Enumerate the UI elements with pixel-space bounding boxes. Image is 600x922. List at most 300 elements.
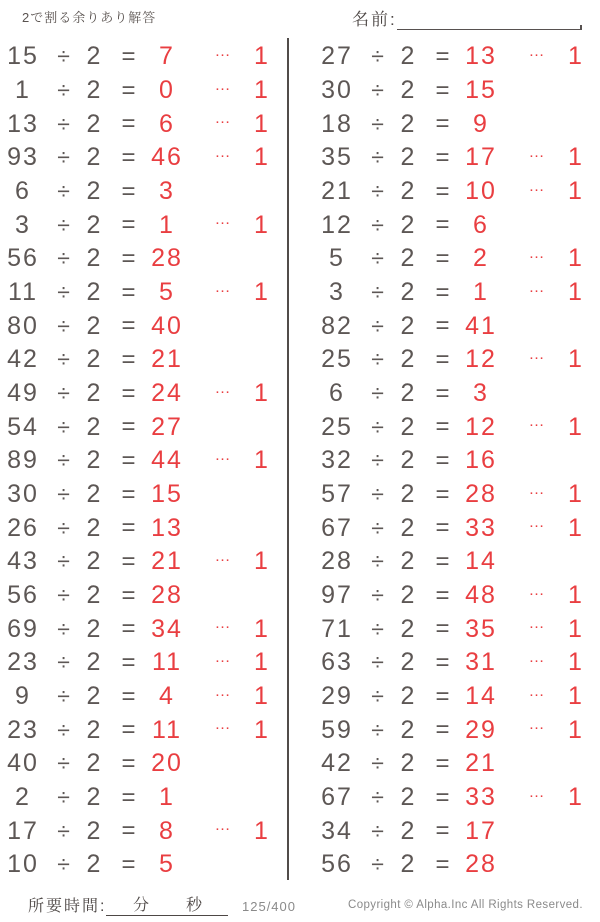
remainder: 1	[568, 177, 584, 206]
remainder: 1	[568, 648, 584, 677]
quotient: 1	[473, 278, 489, 307]
divisor: 2	[400, 210, 417, 239]
dividend: 26	[7, 513, 39, 542]
equals-sign: =	[435, 379, 450, 407]
divide-sign: ÷	[57, 144, 70, 171]
divide-sign: ÷	[371, 43, 384, 70]
equals-sign: =	[435, 615, 450, 643]
equals-sign: =	[435, 850, 450, 878]
equals-sign: =	[435, 783, 450, 811]
quotient: 46	[151, 143, 183, 172]
dividend: 25	[321, 412, 353, 441]
divide-sign: ÷	[57, 582, 70, 609]
quotient: 20	[151, 749, 183, 778]
problem-row	[0, 612, 273, 646]
remainder-dots: …	[528, 615, 546, 633]
problem-row	[0, 208, 273, 242]
equals-sign: =	[435, 547, 450, 575]
divide-sign: ÷	[371, 716, 384, 743]
divide-sign: ÷	[57, 851, 70, 878]
divide-sign: ÷	[57, 413, 70, 440]
worksheet-title: 2で割る余りあり解答	[22, 10, 157, 25]
divisor: 2	[400, 143, 417, 172]
problem-row	[0, 646, 273, 680]
dividend: 25	[321, 345, 353, 374]
quotient: 9	[473, 109, 489, 138]
divisor: 2	[86, 850, 103, 879]
remainder-dots: …	[528, 345, 546, 363]
divide-sign: ÷	[57, 447, 70, 474]
equals-sign: =	[435, 345, 450, 373]
divisor: 2	[400, 513, 417, 542]
dividend: 30	[7, 480, 39, 509]
remainder: 1	[568, 278, 584, 307]
divide-sign: ÷	[371, 817, 384, 844]
remainder: 1	[254, 614, 270, 643]
problem-row	[0, 175, 273, 209]
equals-sign: =	[435, 211, 450, 239]
remainder-dots: …	[214, 211, 232, 229]
equals-sign: =	[121, 345, 136, 373]
dividend: 15	[7, 42, 39, 71]
remainder-dots: …	[528, 480, 546, 498]
copyright: Copyright © Alpha.Inc All Rights Reserved.	[348, 899, 583, 911]
divisor: 2	[86, 749, 103, 778]
divide-sign: ÷	[371, 649, 384, 676]
divide-sign: ÷	[57, 110, 70, 137]
dividend: 3	[329, 278, 345, 307]
dividend: 71	[321, 614, 353, 643]
quotient: 8	[159, 816, 175, 845]
divisor: 2	[86, 278, 103, 307]
dividend: 18	[321, 109, 353, 138]
remainder-dots: …	[528, 648, 546, 666]
divide-sign: ÷	[57, 716, 70, 743]
remainder-dots: …	[214, 547, 232, 565]
divide-sign: ÷	[371, 514, 384, 541]
problem-row	[314, 242, 587, 276]
divisor: 2	[86, 311, 103, 340]
remainder-dots: …	[528, 682, 546, 700]
divisor: 2	[400, 682, 417, 711]
remainder: 1	[568, 783, 584, 812]
remainder: 1	[568, 513, 584, 542]
equals-sign: =	[435, 648, 450, 676]
dividend: 9	[15, 682, 31, 711]
divide-sign: ÷	[57, 380, 70, 407]
equals-sign: =	[435, 143, 450, 171]
equals-sign: =	[435, 514, 450, 542]
equals-sign: =	[121, 143, 136, 171]
quotient: 13	[151, 513, 183, 542]
divisor: 2	[86, 446, 103, 475]
quotient: 44	[151, 446, 183, 475]
divide-sign: ÷	[371, 211, 384, 238]
remainder: 1	[254, 547, 270, 576]
problem-row	[314, 410, 587, 444]
problem-row	[314, 680, 587, 714]
divide-sign: ÷	[57, 481, 70, 508]
equals-sign: =	[121, 42, 136, 70]
divisor: 2	[400, 816, 417, 845]
divide-sign: ÷	[57, 784, 70, 811]
divisor: 2	[86, 783, 103, 812]
divide-sign: ÷	[371, 413, 384, 440]
underline-end-dot	[580, 25, 582, 30]
dividend: 23	[7, 648, 39, 677]
dividend: 6	[15, 177, 31, 206]
divisor: 2	[400, 581, 417, 610]
divisor: 2	[86, 513, 103, 542]
quotient: 29	[465, 715, 497, 744]
time-field	[28, 893, 228, 916]
equals-sign: =	[121, 480, 136, 508]
divide-sign: ÷	[57, 312, 70, 339]
divide-sign: ÷	[371, 615, 384, 642]
divisor: 2	[86, 715, 103, 744]
quotient: 28	[151, 244, 183, 273]
equals-sign: =	[435, 817, 450, 845]
minutes-label: 分	[132, 897, 149, 914]
divisor: 2	[400, 547, 417, 576]
equals-sign: =	[121, 682, 136, 710]
remainder: 1	[568, 581, 584, 610]
dividend: 21	[321, 177, 353, 206]
quotient: 15	[465, 76, 497, 104]
divisor: 2	[400, 379, 417, 408]
quotient: 41	[465, 311, 497, 340]
dividend: 40	[7, 749, 39, 778]
divisor: 2	[400, 311, 417, 340]
problem-row	[0, 309, 273, 343]
divide-sign: ÷	[371, 144, 384, 171]
remainder: 1	[254, 816, 270, 845]
quotient: 27	[151, 412, 183, 441]
quotient: 16	[465, 446, 497, 475]
problem-row	[0, 242, 273, 276]
quotient: 13	[465, 42, 497, 71]
divide-sign: ÷	[57, 77, 70, 103]
remainder: 1	[254, 715, 270, 744]
equals-sign: =	[435, 682, 450, 710]
dividend: 97	[321, 581, 353, 610]
remainder: 1	[568, 345, 584, 374]
dividend: 34	[321, 816, 353, 845]
dividend: 63	[321, 648, 353, 677]
remainder-dots: …	[528, 278, 546, 296]
remainder-dots: …	[214, 648, 232, 666]
equals-sign: =	[121, 783, 136, 811]
equals-sign: =	[121, 716, 136, 744]
divisor: 2	[400, 42, 417, 71]
equals-sign: =	[121, 211, 136, 239]
divisor: 2	[86, 581, 103, 610]
equals-sign: =	[435, 177, 450, 205]
problem-row	[314, 747, 587, 781]
problem-row	[314, 511, 587, 545]
divide-sign: ÷	[371, 447, 384, 474]
divisor: 2	[86, 547, 103, 576]
equals-sign: =	[435, 480, 450, 508]
remainder: 1	[254, 109, 270, 138]
dividend: 32	[321, 446, 353, 475]
divisor: 2	[86, 682, 103, 711]
dividend: 1	[15, 76, 31, 104]
dividend: 56	[321, 850, 353, 879]
divisor: 2	[400, 783, 417, 812]
problem-row	[0, 814, 273, 848]
seconds-label: 秒	[185, 897, 202, 914]
remainder-dots: …	[528, 514, 546, 532]
equals-sign: =	[435, 413, 450, 441]
column-divider	[287, 38, 289, 880]
problem-row	[314, 713, 587, 747]
divisor: 2	[86, 412, 103, 441]
quotient: 33	[465, 783, 497, 812]
divisor: 2	[400, 244, 417, 273]
divide-sign: ÷	[371, 380, 384, 407]
quotient: 2	[473, 244, 489, 273]
quotient: 48	[465, 581, 497, 610]
dividend: 27	[321, 42, 353, 71]
divide-sign: ÷	[371, 312, 384, 339]
divisor: 2	[86, 648, 103, 677]
remainder: 1	[254, 379, 270, 408]
quotient: 3	[473, 379, 489, 408]
problem-row	[314, 276, 587, 310]
divide-sign: ÷	[371, 582, 384, 609]
divide-sign: ÷	[57, 817, 70, 844]
dividend: 43	[7, 547, 39, 576]
divisor: 2	[86, 614, 103, 643]
remainder: 1	[254, 210, 270, 239]
name-label: 名前:	[352, 10, 397, 29]
remainder: 1	[568, 715, 584, 744]
equals-sign: =	[435, 244, 450, 272]
remainder: 1	[568, 480, 584, 509]
dividend: 82	[321, 311, 353, 340]
equals-sign: =	[121, 379, 136, 407]
divide-sign: ÷	[371, 77, 384, 103]
remainder-dots: …	[528, 581, 546, 599]
equals-sign: =	[435, 110, 450, 138]
dividend: 80	[7, 311, 39, 340]
problem-row	[0, 848, 273, 882]
equals-sign: =	[121, 615, 136, 643]
divide-sign: ÷	[57, 683, 70, 710]
dividend: 13	[7, 109, 39, 138]
remainder: 1	[254, 42, 270, 71]
equals-sign: =	[121, 514, 136, 542]
remainder-dots: …	[214, 716, 232, 734]
problem-row	[0, 444, 273, 478]
divide-sign: ÷	[371, 245, 384, 272]
quotient: 7	[159, 42, 175, 71]
equals-sign: =	[121, 110, 136, 138]
divide-sign: ÷	[57, 211, 70, 238]
quotient: 17	[465, 816, 497, 845]
equals-sign: =	[435, 278, 450, 306]
divisor: 2	[86, 345, 103, 374]
dividend: 29	[321, 682, 353, 711]
dividend: 42	[7, 345, 39, 374]
remainder-dots: …	[214, 379, 232, 397]
dividend: 67	[321, 783, 353, 812]
equals-sign: =	[435, 749, 450, 777]
problem-row	[314, 343, 587, 377]
divisor: 2	[400, 446, 417, 475]
problem-row	[314, 40, 587, 74]
problem-row	[314, 814, 587, 848]
problem-row	[314, 848, 587, 882]
divide-sign: ÷	[371, 784, 384, 811]
problem-row	[0, 680, 273, 714]
divisor: 2	[86, 244, 103, 273]
problem-row	[314, 444, 587, 478]
quotient: 11	[152, 715, 182, 744]
problem-row	[0, 511, 273, 545]
name-field	[352, 5, 581, 30]
divisor: 2	[400, 749, 417, 778]
problems-column-left	[0, 40, 273, 882]
dividend: 11	[8, 278, 38, 307]
dividend: 12	[321, 210, 353, 239]
page-number: 125/400	[242, 899, 296, 914]
remainder: 1	[568, 42, 584, 71]
quotient: 35	[465, 614, 497, 643]
divisor: 2	[86, 109, 103, 138]
remainder: 1	[254, 76, 270, 104]
divide-sign: ÷	[371, 279, 384, 306]
quotient: 12	[465, 412, 497, 441]
problem-row	[0, 107, 273, 141]
remainder-dots: …	[214, 446, 232, 464]
divisor: 2	[400, 345, 417, 374]
dividend: 67	[321, 513, 353, 542]
divisor: 2	[400, 850, 417, 879]
problem-row	[314, 309, 587, 343]
dividend: 56	[7, 244, 39, 273]
divide-sign: ÷	[371, 110, 384, 137]
divisor: 2	[400, 648, 417, 677]
equals-sign: =	[435, 581, 450, 609]
problem-row	[314, 175, 587, 209]
problem-row	[314, 612, 587, 646]
dividend: 69	[7, 614, 39, 643]
divisor: 2	[86, 816, 103, 845]
equals-sign: =	[121, 244, 136, 272]
remainder-dots: …	[214, 42, 232, 60]
quotient: 14	[465, 682, 497, 711]
equals-sign: =	[435, 312, 450, 340]
problem-row	[314, 141, 587, 175]
quotient: 1	[159, 783, 175, 812]
divisor: 2	[86, 76, 103, 104]
equals-sign: =	[121, 446, 136, 474]
equals-sign: =	[121, 312, 136, 340]
equals-sign: =	[435, 446, 450, 474]
problem-row	[0, 410, 273, 444]
divisor: 2	[400, 278, 417, 307]
quotient: 6	[159, 109, 175, 138]
remainder: 1	[568, 143, 584, 172]
dividend: 5	[329, 244, 345, 273]
quotient: 33	[465, 513, 497, 542]
remainder: 1	[568, 614, 584, 643]
remainder-dots: …	[528, 783, 546, 801]
divisor: 2	[86, 177, 103, 206]
divide-sign: ÷	[57, 279, 70, 306]
equals-sign: =	[435, 76, 450, 104]
divisor: 2	[400, 109, 417, 138]
divisor: 2	[86, 480, 103, 509]
problem-row	[0, 478, 273, 512]
quotient: 1	[159, 210, 175, 239]
dividend: 30	[321, 76, 353, 104]
problem-row	[0, 713, 273, 747]
divide-sign: ÷	[57, 514, 70, 541]
dividend: 23	[7, 715, 39, 744]
problem-row	[314, 579, 587, 613]
equals-sign: =	[435, 716, 450, 744]
quotient: 6	[473, 210, 489, 239]
divisor: 2	[86, 143, 103, 172]
quotient: 5	[159, 850, 175, 879]
quotient: 28	[465, 480, 497, 509]
problem-row	[0, 276, 273, 310]
remainder: 1	[568, 412, 584, 441]
dividend: 89	[7, 446, 39, 475]
equals-sign: =	[121, 278, 136, 306]
divide-sign: ÷	[371, 346, 384, 373]
equals-sign: =	[121, 850, 136, 878]
problem-row	[314, 377, 587, 411]
dividend: 54	[7, 412, 39, 441]
problem-row	[0, 781, 273, 815]
quotient: 40	[151, 311, 183, 340]
divisor: 2	[86, 210, 103, 239]
divide-sign: ÷	[57, 750, 70, 777]
problem-row	[314, 107, 587, 141]
divide-sign: ÷	[57, 178, 70, 205]
remainder: 1	[254, 682, 270, 711]
equals-sign: =	[121, 817, 136, 845]
remainder: 1	[254, 648, 270, 677]
quotient: 0	[159, 76, 175, 104]
remainder-dots: …	[214, 110, 232, 128]
divide-sign: ÷	[371, 481, 384, 508]
divide-sign: ÷	[57, 43, 70, 70]
remainder: 1	[254, 143, 270, 172]
dividend: 56	[7, 581, 39, 610]
quotient: 34	[151, 614, 183, 643]
divide-sign: ÷	[57, 346, 70, 373]
divisor: 2	[400, 480, 417, 509]
problem-row	[0, 74, 273, 108]
equals-sign: =	[121, 547, 136, 575]
divide-sign: ÷	[371, 548, 384, 575]
dividend: 59	[321, 715, 353, 744]
divisor: 2	[86, 42, 103, 71]
quotient: 21	[151, 345, 183, 374]
equals-sign: =	[121, 648, 136, 676]
remainder-dots: …	[528, 177, 546, 195]
equals-sign: =	[121, 749, 136, 777]
remainder: 1	[568, 682, 584, 711]
time-underline	[106, 895, 228, 916]
problem-row	[314, 545, 587, 579]
equals-sign: =	[121, 76, 136, 104]
